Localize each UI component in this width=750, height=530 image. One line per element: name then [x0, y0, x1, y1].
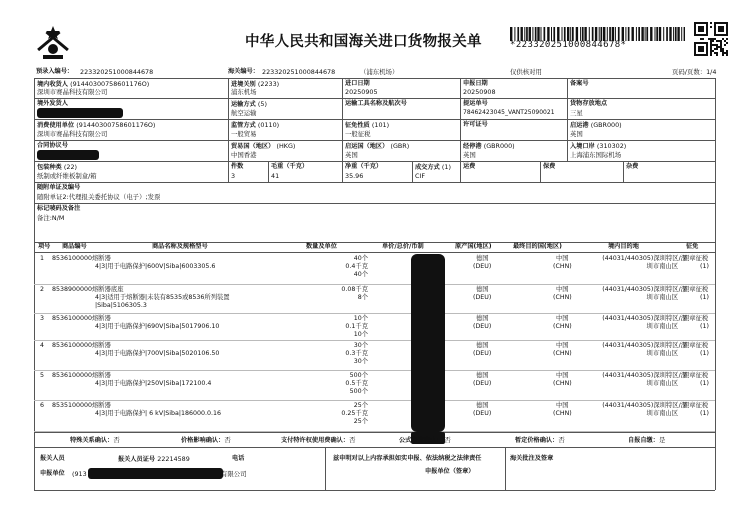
domestic-destination-cont: 圳市南山区	[646, 350, 678, 357]
customs-emblem-icon	[33, 24, 73, 62]
dest-country: 中国	[556, 255, 569, 262]
storage-label: 货物存放地点	[570, 100, 608, 107]
freight-label: 运费	[463, 163, 476, 170]
goods-header-name: 商品名称及规格型号	[152, 243, 208, 250]
row-divider	[34, 284, 715, 285]
commodity-code: 8535100000	[52, 402, 93, 409]
import-date-value: 20250905	[345, 88, 378, 96]
shipper-label: 境外发货人	[37, 100, 68, 107]
quantity-unit: 0.4千克	[345, 263, 368, 270]
net-value: 35.96	[345, 172, 364, 180]
docs-value: 随附单证2:代理报关委托协议（电子）;发票	[37, 193, 161, 201]
deal-value: CIF	[415, 172, 426, 180]
pieces-label: 件数	[231, 163, 244, 170]
transport-mode-value: 航空运输	[231, 109, 257, 117]
barcode-text: *223320251000844678*	[510, 40, 627, 50]
quantity-unit: 30个	[353, 358, 368, 365]
levy-method-code: (1)	[700, 294, 709, 301]
self-pay-confirm: 自报自缴：是	[628, 436, 666, 444]
stop-port-label: 经停港 (GBR000)	[463, 142, 515, 150]
supervision-label: 监管方式 (0110)	[231, 121, 280, 129]
origin-country-code: (DEU)	[473, 263, 492, 270]
formula-price-confirm: 公式定价确认： 否	[399, 436, 451, 444]
levy-method: 照章征税	[683, 315, 709, 322]
origin-country-code: (DEU)	[473, 410, 492, 417]
goods-header-code: 商品编号	[62, 243, 87, 250]
commodity-spec-cont: |Siba|5106305.3	[95, 302, 147, 309]
origin-country: 德国	[476, 286, 489, 293]
quantity-unit: 0.1千克	[345, 323, 368, 330]
dest-country: 中国	[556, 372, 569, 379]
commodity-code: 8536100000	[52, 372, 93, 379]
bill-no-label: 提运单号	[463, 100, 488, 107]
redacted-shipper	[37, 108, 123, 118]
goods-header-price: 单价/总价/币制	[382, 243, 424, 250]
declare-date-label: 申报日期	[463, 80, 488, 87]
origin-port-value: 英国	[570, 130, 583, 138]
levy-method: 照章征税	[683, 402, 709, 409]
row-divider	[34, 370, 715, 371]
transport-mode-label: 运输方式 (5)	[231, 100, 267, 108]
dest-country-code: (CHN)	[553, 263, 572, 270]
consumer-label: 消费使用单位 (91440300758601176O)	[37, 121, 156, 129]
row-number: 5	[40, 372, 45, 379]
page-count: 页码/页数：1/4	[672, 68, 717, 76]
license-label: 许可证号	[463, 121, 488, 128]
declaring-unit-prefix: (913	[72, 470, 87, 478]
consignee-name: 深圳市赛晶科技有限公司	[37, 88, 108, 96]
stop-port-value: 英国	[463, 151, 476, 159]
customs-remarks-label: 海关批注及签章	[510, 455, 554, 462]
record-no-label: 备案号	[570, 80, 589, 87]
domestic-destination: (44031/440305)深圳特区/深	[602, 372, 687, 379]
quantity-unit: 0.5千克	[345, 380, 368, 387]
quantity-unit: 40个	[353, 271, 368, 278]
origin-country: 德国	[476, 342, 489, 349]
consumer-name: 深圳市赛晶科技有限公司	[37, 130, 108, 138]
trade-country-value: 中国香港	[231, 151, 257, 159]
dest-country-code: (CHN)	[553, 294, 572, 301]
row-number: 3	[40, 315, 45, 322]
levy-method: 照章征税	[683, 372, 709, 379]
commodity-spec: 4|3|用于电路保护| 6 kV|Siba|186000.0.16	[95, 410, 222, 417]
quantity-unit: 8个	[357, 294, 368, 301]
row-divider	[34, 340, 715, 341]
price-influence-confirm: 价格影响确认：否	[181, 436, 231, 444]
commodity-spec: 4|3|用于电路保护|600V|Siba|6003305.6	[95, 263, 216, 270]
quantity-unit: 25个	[353, 418, 368, 425]
supervision-value: 一般贸易	[231, 130, 257, 138]
contract-label: 合同协议号	[37, 142, 68, 149]
commodity-code: 8536100000	[52, 255, 93, 262]
entry-border-value: 上海浦东国际机场	[570, 151, 622, 159]
special-relation-confirm: 特殊关系确认：否	[70, 436, 120, 444]
goods-header-levy: 征免	[686, 243, 699, 250]
quantity-unit: 0.25千克	[341, 410, 368, 417]
dest-country: 中国	[556, 286, 569, 293]
commodity-spec: 4|3|用于电路保护|700V|Siba|5020106.50	[95, 350, 220, 357]
customs-no-label: 海关编号：	[228, 68, 259, 75]
goods-header-qty: 数量及单位	[306, 243, 337, 250]
commodity-name: 熔断器	[92, 342, 111, 349]
commodity-code: 8536100000	[52, 342, 93, 349]
declaring-unit-sign: 申报单位（签章）	[425, 468, 475, 475]
levy-method: 照章征税	[683, 342, 709, 349]
commodity-code: 8536100000	[52, 315, 93, 322]
levy-method-code: (1)	[700, 410, 709, 417]
levy-method: 照章征税	[683, 286, 709, 293]
quantity-unit: 25个	[353, 402, 368, 409]
commodity-code: 8538900000	[52, 286, 93, 293]
origin-country: 德国	[476, 372, 489, 379]
origin-country: 德国	[476, 255, 489, 262]
transport-tool-label: 运输工具名称及航次号	[345, 100, 407, 107]
row-number: 1	[40, 255, 45, 262]
goods-header-domestic: 境内目的地	[608, 243, 639, 250]
domestic-destination-cont: 圳市南山区	[646, 323, 678, 330]
trade-country-label: 贸易国（地区） (HKG)	[231, 142, 296, 150]
quantity-unit: 0.3千克	[345, 350, 368, 357]
document-title: 中华人民共和国海关进口货物报关单	[245, 34, 482, 50]
docs-label: 随附单证及编号	[37, 184, 81, 191]
levy-method: 照章征税	[683, 255, 709, 262]
quantity-unit: 10个	[353, 315, 368, 322]
marks-label: 标记唛码及备注	[37, 205, 81, 212]
quantity-unit: 0.08千克	[341, 286, 368, 293]
row-number: 4	[40, 342, 45, 349]
entry-port-value: 浦东机场	[231, 88, 257, 96]
quantity-unit: 500个	[349, 372, 368, 379]
origin-country-code: (DEU)	[473, 323, 492, 330]
goods-header-dest: 最终目的国(地区)	[513, 243, 562, 250]
declaration-statement: 兹申明对以上内容承担如实申报、依法纳税之法律责任	[333, 455, 482, 462]
gross-value: 41	[271, 172, 280, 180]
origin-country-code: (DEU)	[473, 350, 492, 357]
commodity-name: 熔断器	[92, 255, 111, 262]
for-verification: 仅供核对用	[510, 68, 542, 76]
dest-country: 中国	[556, 315, 569, 322]
goods-header-no: 项号	[38, 243, 51, 250]
entry-port-label: 进境关别 (2233)	[231, 80, 280, 88]
gross-label: 毛重（千克）	[271, 163, 309, 170]
declaring-unit-label: 申报单位	[40, 470, 65, 477]
deal-label: 成交方式 (1)	[415, 163, 451, 171]
qr-code	[694, 22, 728, 56]
commodity-name: 熔断器	[92, 402, 111, 409]
domestic-destination-cont: 圳市南山区	[646, 380, 678, 387]
declare-date-value: 20250908	[463, 88, 496, 96]
customs-no-value: 223320251000844678	[262, 68, 336, 76]
domestic-destination-cont: 圳市南山区	[646, 410, 678, 417]
consignee-label: 境内收货人 (91440300758601176O)	[37, 80, 150, 88]
row-divider	[34, 431, 715, 432]
levy-label: 征免性质 (101)	[345, 121, 390, 129]
redacted-declaring-unit	[88, 468, 223, 479]
provisional-price-confirm: 暂定价格确认：否	[515, 436, 565, 444]
commodity-name: 熔断器	[92, 315, 111, 322]
commodity-name: 熔断器	[92, 372, 111, 379]
declarant-cert-label: 报关人员证号 22214589	[118, 455, 190, 463]
row-number: 6	[40, 402, 45, 409]
dest-country-code: (CHN)	[553, 323, 572, 330]
commodity-spec: 4|3|适用于熔断器|未装有8535或8536所列装置	[95, 294, 230, 301]
barcode	[510, 26, 685, 40]
declaring-unit-suffix: 有限公司	[221, 470, 247, 478]
row-divider	[34, 313, 715, 314]
domestic-destination-cont: 圳市南山区	[646, 294, 678, 301]
entry-border-label: 入境口岸 (310302)	[570, 142, 627, 150]
storage-value: 三星	[570, 109, 583, 117]
quantity-unit: 30个	[353, 342, 368, 349]
redacted-price-column	[411, 254, 445, 432]
row-number: 2	[40, 286, 45, 293]
origin-country: 德国	[476, 402, 489, 409]
levy-method-code: (1)	[700, 263, 709, 270]
quantity-unit: 40个	[353, 255, 368, 262]
redacted-contract	[37, 150, 99, 160]
net-label: 净重（千克）	[345, 163, 383, 170]
ship-country-label: 启运国（地区） (GBR)	[345, 142, 410, 150]
levy-method-code: (1)	[700, 323, 709, 330]
insurance-label: 保费	[543, 163, 556, 170]
domestic-destination: (44031/440305)深圳特区/深	[602, 342, 687, 349]
pre-entry-value: 223320251000844678	[80, 68, 154, 76]
pre-entry-label: 预录入编号：	[36, 68, 74, 75]
domestic-destination: (44031/440305)深圳特区/深	[602, 315, 687, 322]
misc-label: 杂费	[626, 163, 639, 170]
package-label: 包装种类 (22)	[37, 163, 78, 171]
origin-country: 德国	[476, 315, 489, 322]
domestic-destination-cont: 圳市南山区	[646, 263, 678, 270]
commodity-spec: 4|3|用于电路保护|690V|Siba|5017906.10	[95, 323, 220, 330]
goods-header-origin: 原产国(地区)	[455, 243, 492, 250]
domestic-destination: (44031/440305)深圳特区/深	[602, 402, 687, 409]
origin-country-code: (DEU)	[473, 380, 492, 387]
dest-country-code: (CHN)	[553, 410, 572, 417]
dest-country: 中国	[556, 342, 569, 349]
dest-country-code: (CHN)	[553, 350, 572, 357]
domestic-destination: (44031/440305)深圳特区/深	[602, 255, 687, 262]
levy-method-code: (1)	[700, 380, 709, 387]
quantity-unit: 10个	[353, 331, 368, 338]
import-date-label: 进口日期	[345, 80, 370, 87]
origin-country-code: (DEU)	[473, 294, 492, 301]
levy-method-code: (1)	[700, 350, 709, 357]
dest-country-code: (CHN)	[553, 380, 572, 387]
commodity-spec: 4|3|用于电路保护|250V|Siba|172100.4	[95, 380, 212, 387]
ship-country-value: 英国	[345, 151, 358, 159]
port-tag: （浦东机场）	[360, 68, 399, 76]
marks-value: 备注:N/M	[37, 214, 65, 222]
package-value: 纸制或纤维板制盒/箱	[37, 172, 97, 180]
row-divider	[34, 400, 715, 401]
levy-value: 一般征税	[345, 130, 371, 138]
dest-country: 中国	[556, 402, 569, 409]
domestic-destination: (44031/440305)深圳特区/深	[602, 286, 687, 293]
declarant-label: 报关人员	[40, 455, 65, 462]
commodity-name: 熔断器底座	[92, 286, 124, 293]
royalty-confirm: 支付特许权使用费确认：否	[281, 436, 356, 444]
origin-port-label: 启运港 (GBR000)	[570, 121, 622, 129]
bill-no-value: 78462423045_VANT25090021	[463, 109, 555, 116]
phone-label: 电话	[232, 455, 245, 462]
pieces-value: 3	[231, 172, 236, 180]
quantity-unit: 500个	[349, 388, 368, 395]
